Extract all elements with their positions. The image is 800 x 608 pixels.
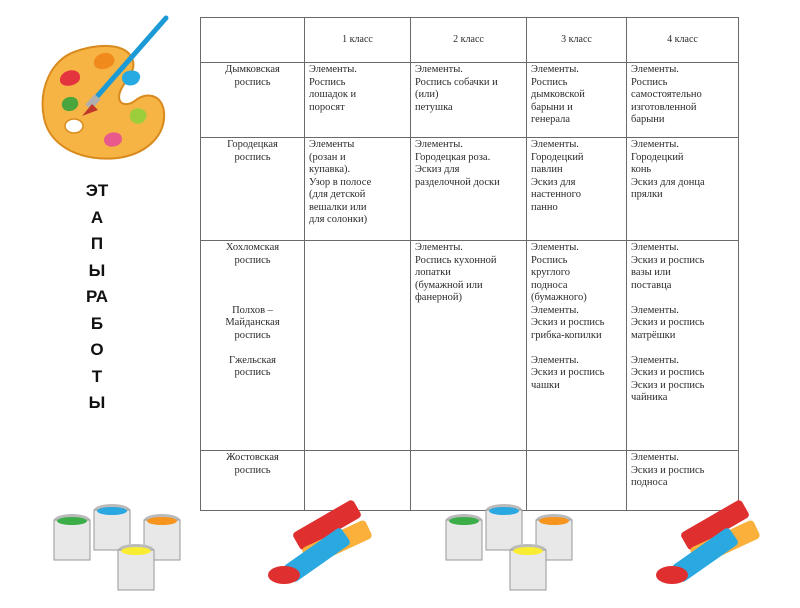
row-header-line: роспись <box>234 76 271 88</box>
cell-line <box>631 292 734 305</box>
cell-line: чашки <box>531 379 560 391</box>
cell-line: самостоятельно <box>631 89 702 100</box>
cell-line: Эскиз для донца <box>631 176 705 188</box>
table-cell <box>627 138 739 241</box>
cell-line: павлин <box>531 164 563 175</box>
cell-line: для солонки) <box>309 214 368 225</box>
cell-line: генерала <box>531 114 571 125</box>
cell-line: изготовленной <box>631 101 697 113</box>
cell-line: Элементы. <box>415 64 463 75</box>
table-cell <box>305 138 411 241</box>
paint-tubes-icon <box>650 495 770 595</box>
row-header-line <box>203 280 302 293</box>
cell-line: Роспись <box>309 76 346 88</box>
header-cell: 4 класс <box>627 18 739 63</box>
table-cell <box>411 138 527 241</box>
cell-line: Элементы. <box>631 452 679 463</box>
cell-line: Роспись кухонной <box>415 254 497 266</box>
row-header-line: роспись <box>234 367 271 378</box>
header-cell: 3 класс <box>527 18 627 63</box>
cell-line: Эскиз для <box>531 176 576 188</box>
cell-line: прялки <box>631 189 663 200</box>
header-cell <box>201 18 305 63</box>
cell-line: Элементы. <box>531 64 579 75</box>
title-letter: ЭТ <box>85 181 109 200</box>
cell-line: Элементы. <box>531 242 579 253</box>
cell-line: лошадок и <box>309 89 357 100</box>
cell-line: Элементы. <box>631 242 679 253</box>
cell-line: вазы или <box>631 267 671 278</box>
table-cell <box>527 241 627 451</box>
row-header-line: роспись <box>234 254 271 266</box>
cell-line: (бумажного) <box>531 292 587 303</box>
cell-line: Эскиз для <box>415 164 460 175</box>
cell-line: Роспись собачки и <box>415 76 498 88</box>
table-row <box>201 241 739 451</box>
cell-line: поставца <box>631 279 672 291</box>
title-letter: О <box>90 340 104 359</box>
cell-line: барыни и <box>531 101 573 113</box>
title-letter: П <box>90 234 104 253</box>
cell-line <box>531 342 622 355</box>
cell-line: (или) <box>415 89 439 100</box>
title-letter: Ы <box>88 260 106 280</box>
row-header-line: Полхов – <box>232 304 273 316</box>
header-cell: 1 класс <box>305 18 411 63</box>
cell-line: (для детской <box>309 189 366 200</box>
row-header-line: роспись <box>234 329 271 341</box>
table-cell <box>527 63 627 138</box>
cell-line <box>631 342 734 355</box>
cell-line: поросят <box>309 101 345 113</box>
row-header-cell <box>201 241 305 451</box>
paint-cans-icon <box>48 500 198 600</box>
cell-line: Эскиз и роспись <box>631 367 705 378</box>
paint-cans-icon <box>440 500 590 600</box>
table-cell <box>411 63 527 138</box>
cell-line: Узор в полосе <box>309 176 372 188</box>
table-cell <box>627 241 739 451</box>
cell-line: купавка). <box>309 164 351 175</box>
cell-line: Элементы. <box>631 354 679 366</box>
cell-line: конь <box>631 164 652 175</box>
cell-line: Эскиз и роспись <box>631 379 705 391</box>
table-cell <box>627 63 739 138</box>
cell-line: панно <box>531 201 558 213</box>
table-cell <box>411 241 527 451</box>
cell-line: чайника <box>631 392 668 403</box>
cell-line: Эскиз и роспись <box>631 464 705 476</box>
cell-line: подноса <box>631 477 668 488</box>
cell-line: подноса <box>531 279 568 291</box>
title-letter: Т <box>91 366 103 386</box>
table-cell <box>305 63 411 138</box>
table-row <box>201 138 739 241</box>
cell-line: (розан и <box>309 151 346 163</box>
cell-line: настенного <box>531 189 581 200</box>
cell-line: матрёшки <box>631 329 676 341</box>
cell-line: Элементы. <box>531 304 579 316</box>
title-letter: Б <box>90 313 104 333</box>
cell-line: Эскиз и роспись <box>531 317 605 328</box>
cell-line: дымковской <box>531 89 585 100</box>
cell-line: Городецкий <box>631 151 684 163</box>
cell-line: Эскиз и роспись <box>531 367 605 378</box>
row-header-line: Жостовская <box>226 452 279 463</box>
row-header-line: Гжельская <box>229 354 276 366</box>
cell-line: Роспись <box>531 254 568 266</box>
cell-line: грибка-копилки <box>531 329 602 341</box>
cell-line: Элементы. <box>631 64 679 75</box>
row-header-line: роспись <box>234 464 271 476</box>
cell-line: Элементы <box>309 139 355 150</box>
cell-line: петушка <box>415 101 453 113</box>
title-letter: А <box>90 207 104 227</box>
cell-line: Элементы. <box>415 139 463 150</box>
cell-line: Роспись <box>531 76 568 88</box>
title-letter: Ы <box>88 393 106 412</box>
cell-line: Роспись <box>631 76 668 88</box>
cell-line: Городецкая роза. <box>415 151 491 163</box>
cell-line: Элементы. <box>415 242 463 253</box>
table-cell <box>305 241 411 451</box>
table-row <box>201 63 739 138</box>
cell-line: Элементы. <box>531 354 579 366</box>
cell-line: Эскиз и роспись <box>631 317 705 328</box>
paint-tubes-icon <box>262 495 382 595</box>
row-header-line: Городецкая <box>227 139 278 150</box>
row-header-line: Хохломская <box>225 242 280 253</box>
cell-line: Элементы. <box>531 139 579 150</box>
row-header-cell <box>201 138 305 241</box>
cell-line: (бумажной или <box>415 279 483 291</box>
cell-line: разделочной доски <box>415 176 500 188</box>
cell-line: вешалки или <box>309 201 367 213</box>
row-header-line: Майданская <box>225 317 280 328</box>
row-header-line <box>203 292 302 305</box>
row-header-line: Дымковская <box>225 64 280 75</box>
row-header-line <box>203 342 302 355</box>
row-header-line: роспись <box>234 151 271 163</box>
cell-line: лопатки <box>415 267 451 278</box>
cell-line: барыни <box>631 114 665 125</box>
cell-line: Городецкий <box>531 151 584 163</box>
cell-line: Элементы. <box>309 64 357 75</box>
row-header-line <box>203 267 302 280</box>
cell-line: Эскиз и роспись <box>631 254 705 266</box>
table-header-row <box>201 18 739 63</box>
cell-line: Элементы. <box>631 139 679 150</box>
row-header-cell <box>201 63 305 138</box>
plan-table <box>200 17 739 511</box>
cell-line: Элементы. <box>631 304 679 316</box>
palette-brush-icon <box>34 8 174 168</box>
table-cell <box>527 138 627 241</box>
cell-line: фанерной) <box>415 292 462 303</box>
vertical-title <box>70 178 124 417</box>
header-cell: 2 класс <box>411 18 527 63</box>
title-letter: РА <box>85 287 109 306</box>
cell-line: круглого <box>531 267 571 278</box>
